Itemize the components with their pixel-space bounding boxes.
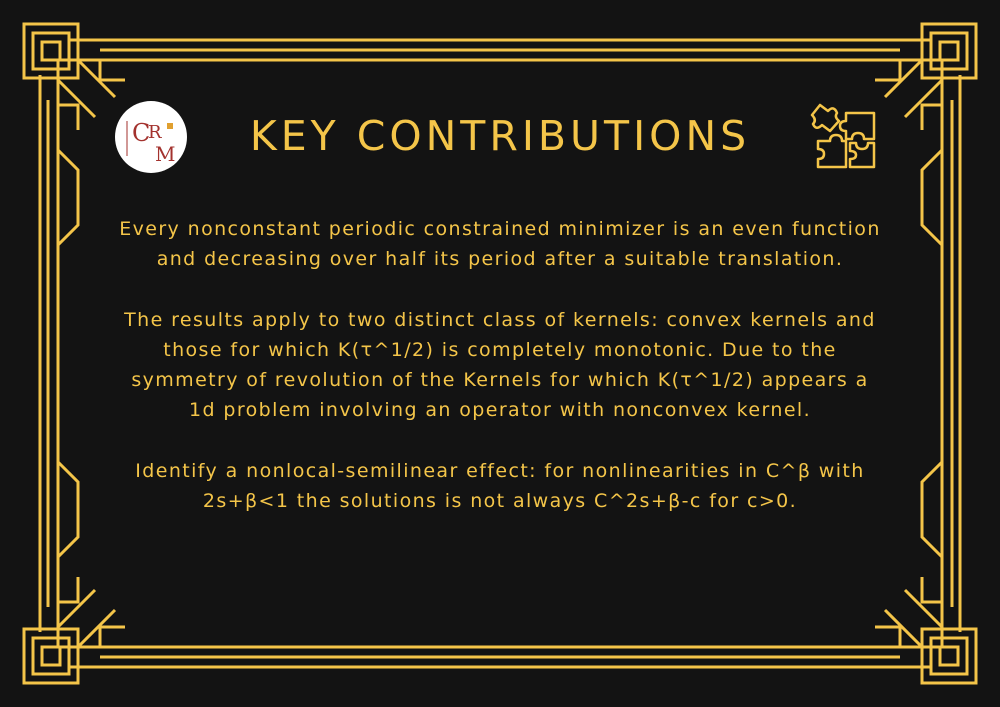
contribution-paragraph-3: Identify a nonlocal-semilinear effect: for nonlinearities in C^β with 2s+β<1 the solutions is not always C^2s+β-c for c>0. <box>135 459 865 513</box>
crm-logo <box>115 101 187 173</box>
contribution-paragraph-2: The results apply to two distinct class of kernels: convex kernels and those for which K(τ^1/2) is completely monotonic. Due to the symmetry of revolution of the Kernels for which K(τ^1/2) appears a 1d problem involving an operator with nonconvex kernel. <box>124 308 876 422</box>
svg-text:M: M <box>155 142 176 166</box>
page-title: KEY CONTRIBUTIONS <box>249 112 751 160</box>
contribution-paragraph-1: Every nonconstant periodic constrained minimizer is an even function and decreasing over half its period after a suitable translation. <box>119 218 881 271</box>
svg-text:R: R <box>148 122 162 143</box>
contributions-text <box>115 214 885 546</box>
puzzle-pieces-icon <box>806 97 880 171</box>
svg-text:C: C <box>132 119 151 147</box>
